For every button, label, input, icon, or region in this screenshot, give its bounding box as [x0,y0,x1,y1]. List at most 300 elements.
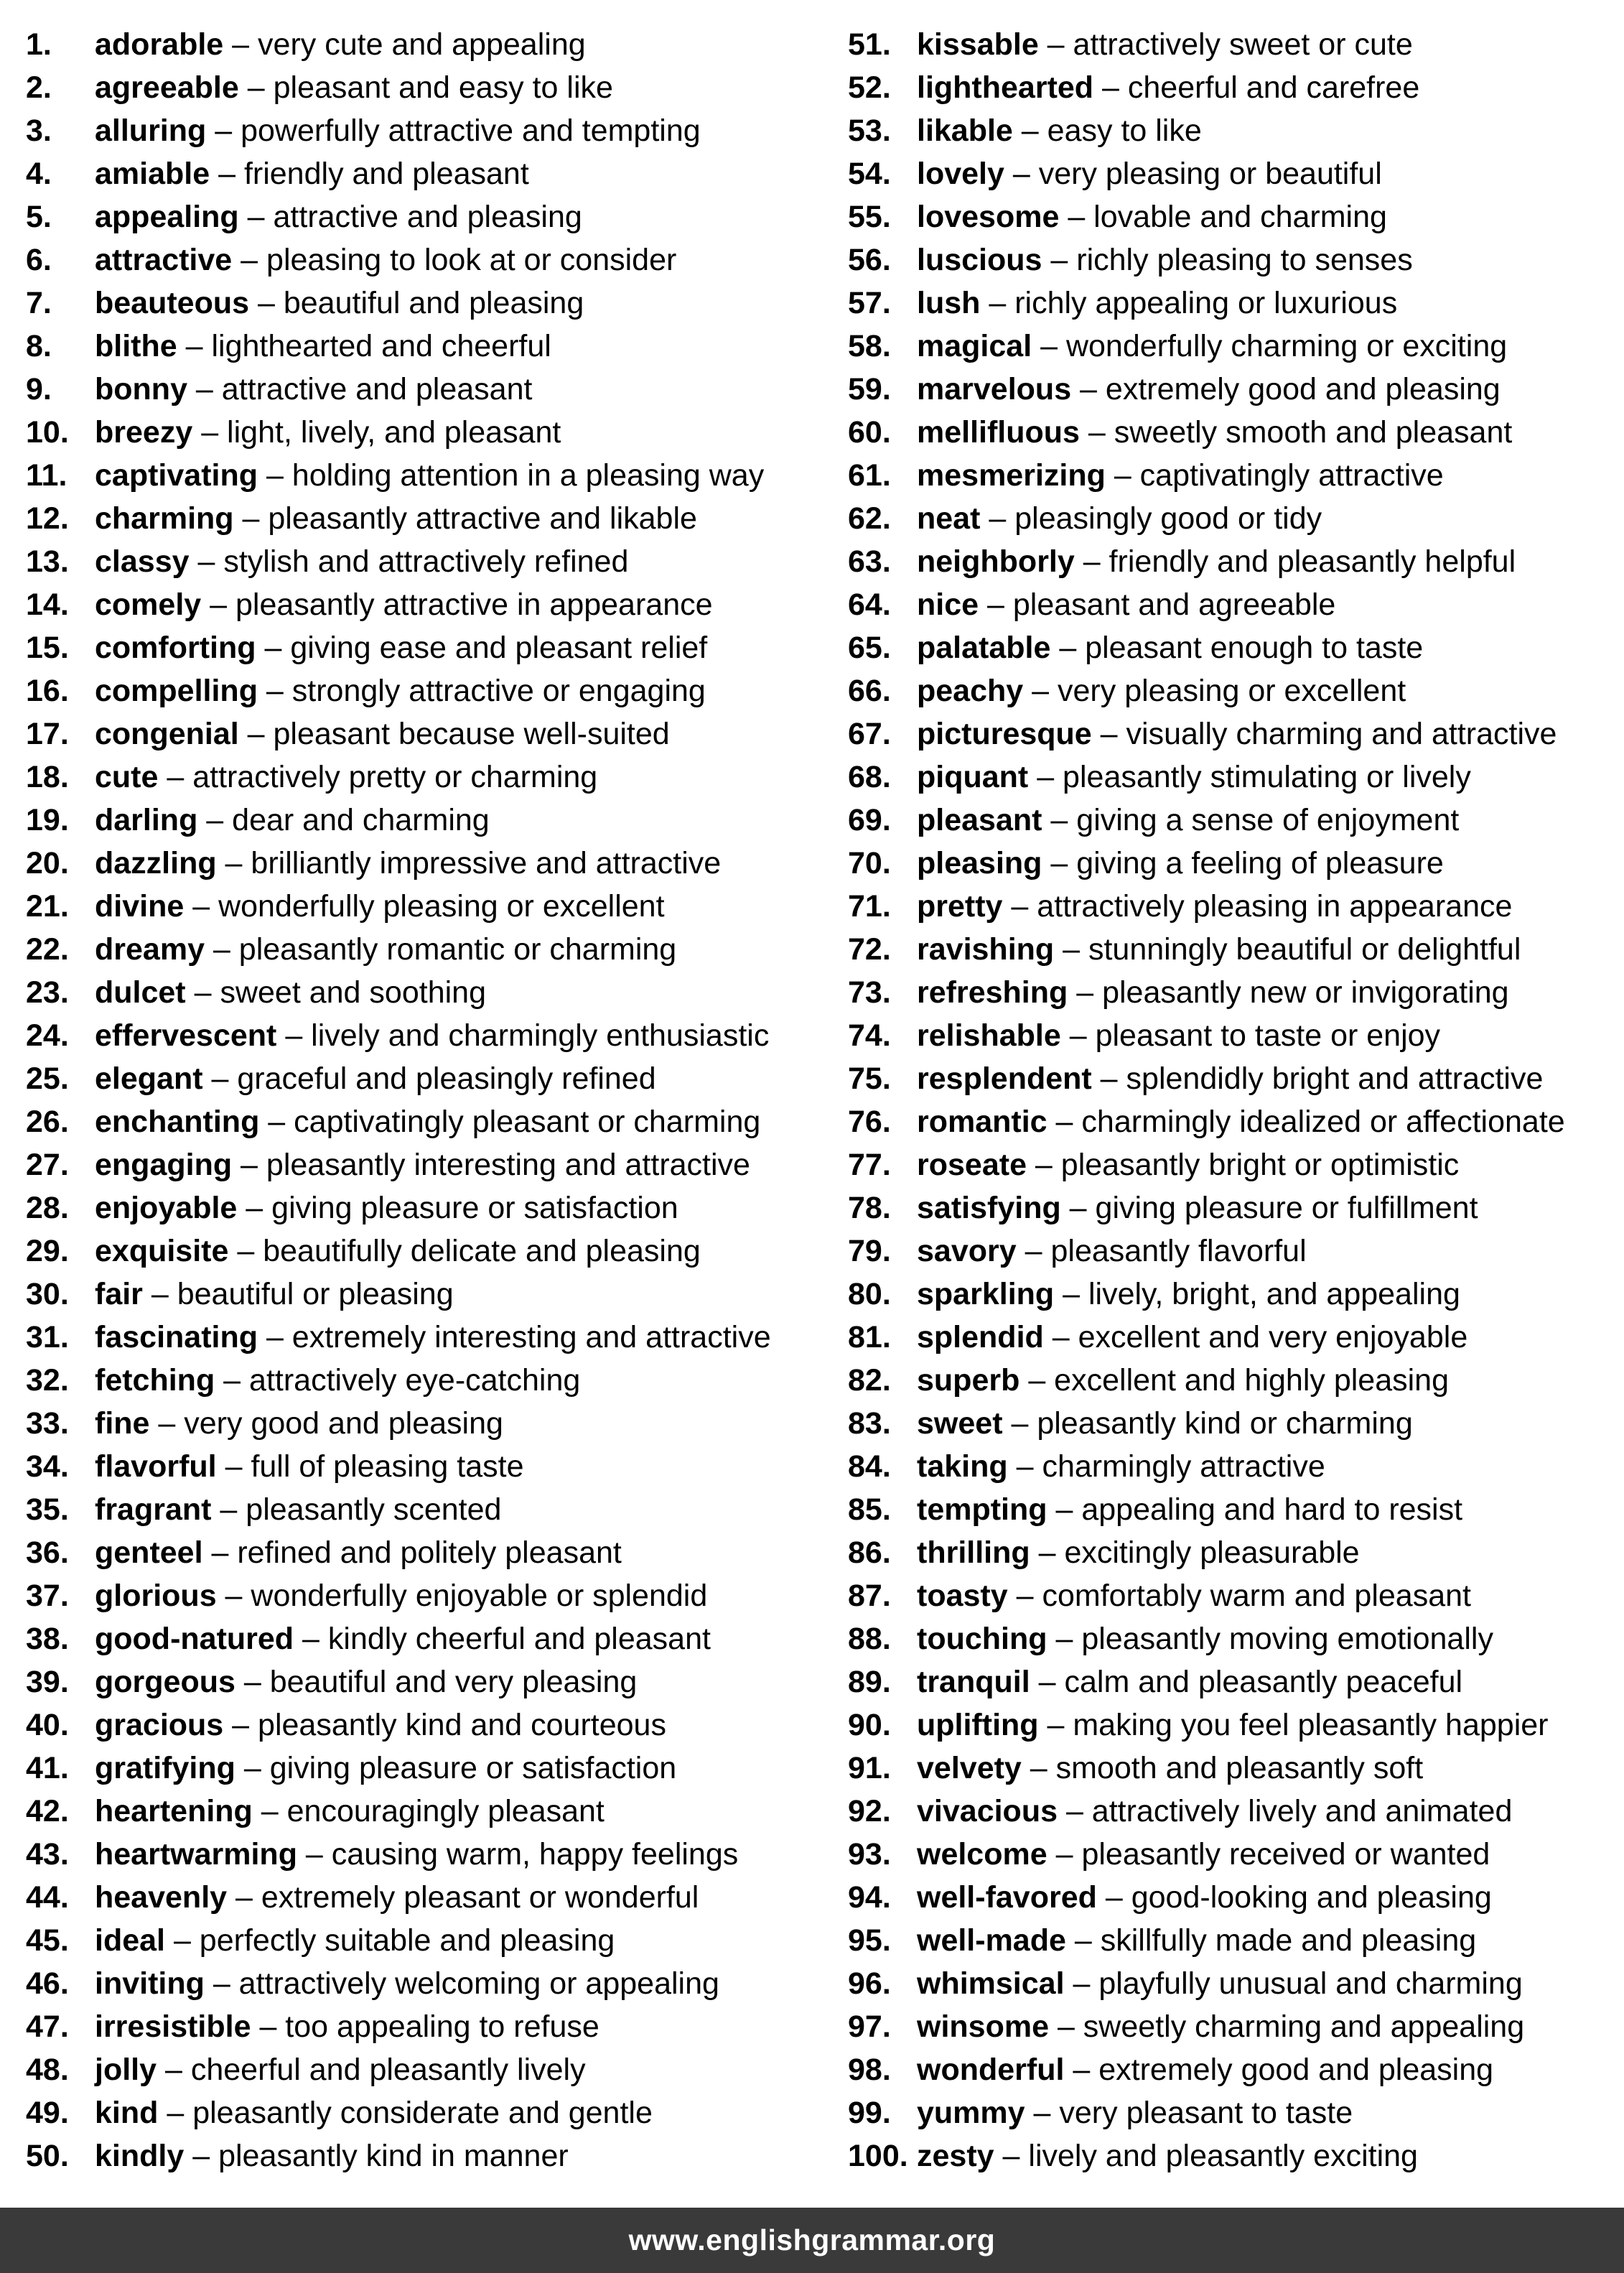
item-text [95,1186,678,1230]
item-word: lovesome [917,200,1060,234]
item-text [95,109,701,152]
item-text [95,1230,701,1273]
item-definition: – stunningly beautiful or delightful [1054,932,1521,967]
item-number: 51. [848,27,891,62]
item-definition: – lively and pleasantly exciting [994,2139,1418,2173]
item-definition: – stylish and attractively refined [189,544,629,579]
item-word: engaging [95,1148,233,1182]
item-text [95,928,676,971]
item-number: 53. [848,113,891,148]
item-word: enjoyable [95,1191,238,1225]
item-number: 46. [26,1966,69,2001]
item-text [917,1833,1490,1876]
item-text [95,971,486,1014]
footer-bar [0,2208,1624,2273]
item-number: 7. [26,286,52,320]
list-item [26,2005,830,2048]
list-item [26,1230,830,1273]
item-text [917,1962,1523,2005]
item-text [95,1445,524,1488]
item-definition: – comfortably warm and pleasant [1007,1579,1471,1613]
item-definition: – attractively pleasing in appearance [1002,889,1513,924]
item-text [95,23,586,66]
item-number: 58. [848,329,891,363]
item-definition: – dear and charming [197,803,490,837]
item-text [917,1316,1467,1359]
item-word: beauteous [95,286,250,320]
list-item [848,1014,1624,1057]
list-item [26,411,830,454]
item-text [95,1790,605,1833]
item-number: 13. [26,544,69,579]
item-definition: – pleasantly considerate and gentle [158,2096,653,2130]
item-word: captivating [95,458,258,493]
list-item [848,1531,1624,1574]
item-number: 75. [848,1061,891,1096]
item-word: picturesque [917,717,1092,751]
item-word: splendid [917,1320,1044,1354]
list-item [26,1660,830,1703]
item-number: 62. [848,501,891,536]
item-text [95,152,529,195]
list-item [26,195,830,238]
item-number: 35. [26,1492,69,1527]
item-definition: – sweetly charming and appealing [1049,2009,1525,2044]
item-text [917,325,1507,368]
item-definition: – excellent and highly pleasing [1019,1363,1450,1398]
item-number: 90. [848,1708,891,1742]
item-text [95,2134,569,2177]
list-item [26,756,830,799]
item-number: 2. [26,70,52,105]
item-text [917,1057,1543,1100]
item-text [95,1531,622,1574]
item-text [95,325,551,368]
item-definition: – wonderfully pleasing or excellent [184,889,665,924]
item-number: 40. [26,1708,69,1742]
item-text [917,1445,1325,1488]
item-text [95,1316,771,1359]
item-text [95,540,628,583]
item-number: 83. [848,1406,891,1441]
item-word: glorious [95,1579,217,1613]
item-text [917,928,1521,971]
item-definition: – refined and politely pleasant [202,1535,622,1570]
item-number: 42. [26,1794,69,1828]
item-word: vivacious [917,1794,1058,1828]
item-word: inviting [95,1966,205,2001]
item-definition: – sweet and soothing [185,975,486,1010]
item-number: 17. [26,717,69,751]
item-word: tempting [917,1492,1047,1527]
item-word: comely [95,587,202,622]
item-text [95,799,490,842]
item-number: 74. [848,1018,891,1053]
item-number: 47. [26,2009,69,2044]
list-item [848,238,1624,282]
list-item [848,109,1624,152]
list-item [848,842,1624,885]
item-text [95,1273,454,1316]
list-item [848,799,1624,842]
item-number: 18. [26,760,69,794]
item-number: 19. [26,803,69,837]
list-item [848,66,1624,109]
list-item [848,1402,1624,1445]
item-word: savory [917,1234,1017,1268]
item-number: 64. [848,587,891,622]
item-definition: – too appealing to refuse [251,2009,599,2044]
item-definition: – attractive and pleasing [238,200,582,234]
item-word: likable [917,113,1013,148]
item-number: 10. [26,415,69,450]
item-text [917,152,1382,195]
item-definition: – charmingly idealized or affectionate [1047,1105,1565,1139]
item-number: 60. [848,415,891,450]
item-definition: – perfectly suitable and pleasing [165,1923,615,1958]
item-definition: – pleasantly flavorful [1016,1234,1307,1268]
item-definition: – pleasantly received or wanted [1047,1837,1490,1872]
item-definition: – pleasantly kind in manner [184,2139,569,2173]
item-word: relishable [917,1018,1061,1053]
item-number: 38. [26,1622,69,1656]
item-definition: – pleasantly attractive and likable [233,501,697,536]
list-item [26,454,830,497]
item-text [917,1574,1471,1617]
list-item [848,626,1624,669]
item-number: 14. [26,587,69,622]
item-number: 87. [848,1579,891,1613]
item-number: 8. [26,329,52,363]
item-text [95,1057,656,1100]
item-word: romantic [917,1105,1047,1139]
item-word: fine [95,1406,150,1441]
item-word: sparkling [917,1277,1055,1311]
item-definition: – beautiful and very pleasing [235,1665,638,1699]
item-definition: – skillfully made and pleasing [1065,1923,1477,1958]
item-text [917,282,1397,325]
item-word: mellifluous [917,415,1080,450]
item-definition: – giving pleasure or satisfaction [235,1751,677,1785]
item-word: gorgeous [95,1665,235,1699]
item-text [917,1531,1360,1574]
item-word: amiable [95,157,210,191]
item-text [95,842,721,885]
item-word: neighborly [917,544,1075,579]
item-number: 100. [848,2139,908,2173]
item-definition: – holding attention in a pleasing way [258,458,765,493]
item-word: luscious [917,243,1042,277]
item-definition: – giving ease and pleasant relief [256,631,708,665]
list-item [26,1143,830,1186]
item-number: 86. [848,1535,891,1570]
item-word: superb [917,1363,1020,1398]
item-word: neat [917,501,981,536]
list-item [848,411,1624,454]
item-text [95,1962,719,2005]
item-definition: – attractive and pleasant [187,372,533,406]
item-definition: – pleasantly bright or optimistic [1026,1148,1460,1182]
item-word: darling [95,803,198,837]
list-item [848,1747,1624,1790]
item-definition: – extremely interesting and attractive [258,1320,771,1354]
item-definition: – very cute and appealing [223,27,586,62]
item-text [917,712,1557,756]
item-definition: – appealing and hard to resist [1047,1492,1463,1527]
item-number: 92. [848,1794,891,1828]
item-number: 24. [26,1018,69,1053]
item-text [917,66,1419,109]
item-definition: – pleasantly scented [211,1492,502,1527]
item-text [95,1833,738,1876]
item-number: 82. [848,1363,891,1398]
item-word: lush [917,286,981,320]
item-number: 79. [848,1234,891,1268]
item-word: peachy [917,674,1024,708]
item-definition: – pleasingly good or tidy [980,501,1322,536]
list-item [848,2091,1624,2134]
item-definition: – pleasantly kind and courteous [223,1708,666,1742]
list-item [26,1919,830,1962]
list-item [848,1143,1624,1186]
list-item [26,325,830,368]
item-definition: – very pleasing or excellent [1023,674,1406,708]
item-word: heartwarming [95,1837,297,1872]
item-definition: – brilliantly impressive and attractive [216,846,722,880]
list-item [26,540,830,583]
item-definition: – kindly cheerful and pleasant [294,1622,711,1656]
list-item [26,1057,830,1100]
item-word: refreshing [917,975,1068,1010]
list-item [26,712,830,756]
item-text [917,1660,1462,1703]
item-word: whimsical [917,1966,1065,2001]
item-text [95,454,764,497]
word-list-column-left [26,23,830,2177]
item-number: 76. [848,1105,891,1139]
list-item [848,1574,1624,1617]
item-number: 72. [848,932,891,967]
item-text [917,238,1413,282]
item-definition: – beautiful or pleasing [142,1277,454,1311]
item-text [917,1186,1478,1230]
item-definition: – good-looking and pleasing [1096,1880,1492,1915]
word-list-column-right [848,23,1624,2177]
list-item [848,885,1624,928]
item-word: sweet [917,1406,1003,1441]
list-item [26,2134,830,2177]
list-item [26,799,830,842]
item-definition: – excitingly pleasurable [1030,1535,1360,1570]
item-word: yummy [917,2096,1025,2130]
item-number: 77. [848,1148,891,1182]
item-text [917,626,1423,669]
item-definition: – graceful and pleasingly refined [202,1061,656,1096]
item-word: zesty [917,2139,994,2173]
item-number: 30. [26,1277,69,1311]
item-definition: – pleasantly kind or charming [1002,1406,1413,1441]
list-item [26,1359,830,1402]
item-text [95,1100,760,1143]
item-number: 54. [848,157,891,191]
item-word: elegant [95,1061,203,1096]
item-text [95,282,584,325]
item-text [917,23,1413,66]
item-word: flavorful [95,1449,217,1484]
item-definition: – wonderfully charming or exciting [1032,329,1508,363]
item-text [95,1488,501,1531]
list-item [848,1790,1624,1833]
list-item [26,152,830,195]
item-definition: – giving pleasure or fulfillment [1060,1191,1478,1225]
item-number: 67. [848,717,891,751]
item-number: 32. [26,1363,69,1398]
item-text [917,1790,1512,1833]
item-text [917,799,1459,842]
item-number: 81. [848,1320,891,1354]
item-word: ravishing [917,932,1055,967]
item-text [917,1617,1493,1660]
item-text [917,583,1335,626]
item-definition: – lively and charmingly enthusiastic [276,1018,770,1053]
item-number: 88. [848,1622,891,1656]
item-definition: – attractively eye-catching [215,1363,581,1398]
item-number: 45. [26,1923,69,1958]
item-text [917,2048,1493,2091]
item-number: 84. [848,1449,891,1484]
list-item [848,1703,1624,1747]
list-item [26,368,830,411]
list-item [26,1014,830,1057]
item-number: 78. [848,1191,891,1225]
item-definition: – charmingly attractive [1007,1449,1325,1484]
item-word: dreamy [95,932,205,967]
item-word: classy [95,544,190,579]
list-item [848,1876,1624,1919]
list-item [848,1617,1624,1660]
item-text [95,626,707,669]
list-item [848,971,1624,1014]
item-number: 97. [848,2009,891,2044]
item-definition: – pleasantly moving emotionally [1047,1622,1493,1656]
item-definition: – lovable and charming [1059,200,1387,234]
list-item [26,23,830,66]
item-word: marvelous [917,372,1072,406]
item-word: pleasing [917,846,1042,880]
item-text [917,1143,1459,1186]
list-item [26,109,830,152]
item-definition: – attractively lively and animated [1058,1794,1513,1828]
list-item [848,712,1624,756]
item-word: touching [917,1622,1047,1656]
list-item [848,23,1624,66]
item-definition: – attractively sweet or cute [1038,27,1413,62]
item-number: 95. [848,1923,891,1958]
list-item [26,1876,830,1919]
item-text [917,411,1512,454]
item-word: dazzling [95,846,217,880]
item-text [95,1703,666,1747]
item-number: 43. [26,1837,69,1872]
item-word: gracious [95,1708,224,1742]
item-text [917,2134,1418,2177]
item-definition: – pleasant because well-suited [238,717,670,751]
item-word: appealing [95,200,239,234]
item-number: 52. [848,70,891,105]
item-text [95,1919,615,1962]
item-word: comforting [95,631,256,665]
item-number: 94. [848,1880,891,1915]
list-item [848,1833,1624,1876]
item-definition: – very pleasing or beautiful [1004,157,1382,191]
item-definition: – cheerful and carefree [1093,70,1420,105]
list-item [848,325,1624,368]
list-item [26,1402,830,1445]
list-item [848,2134,1624,2177]
item-definition: – giving a feeling of pleasure [1042,846,1444,880]
list-item [848,1273,1624,1316]
item-word: blithe [95,329,177,363]
item-definition: – causing warm, happy feelings [297,1837,739,1872]
item-number: 33. [26,1406,69,1441]
item-definition: – beautifully delicate and pleasing [228,1234,701,1268]
item-word: well-favored [917,1880,1097,1915]
item-text [917,1747,1423,1790]
item-definition: – extremely good and pleasing [1064,2053,1494,2087]
list-item [848,1316,1624,1359]
list-item [26,2091,830,2134]
item-word: divine [95,889,185,924]
item-word: attractive [95,243,233,277]
item-number: 3. [26,113,52,148]
item-number: 12. [26,501,69,536]
item-text [917,1919,1476,1962]
item-text [917,109,1202,152]
item-definition: – pleasantly romantic or charming [204,932,677,967]
item-number: 36. [26,1535,69,1570]
list-item [848,368,1624,411]
item-definition: – pleasantly attractive in appearance [201,587,713,622]
item-definition: – pleasant and easy to like [238,70,613,105]
item-text [917,454,1444,497]
item-word: dulcet [95,975,186,1010]
item-number: 25. [26,1061,69,1096]
item-number: 59. [848,372,891,406]
list-item [848,1919,1624,1962]
item-number: 20. [26,846,69,880]
list-item [26,1747,830,1790]
list-item [848,1057,1624,1100]
item-word: enchanting [95,1105,260,1139]
item-number: 11. [26,458,67,493]
item-word: genteel [95,1535,203,1570]
item-word: ideal [95,1923,165,1958]
item-definition: – friendly and pleasant [210,157,529,191]
item-number: 23. [26,975,69,1010]
item-text [917,2005,1524,2048]
item-text [917,1402,1413,1445]
item-text [917,971,1509,1014]
list-item [26,1833,830,1876]
item-word: compelling [95,674,258,708]
list-item [848,1488,1624,1531]
list-item [848,669,1624,712]
item-text [95,1574,707,1617]
item-word: congenial [95,717,239,751]
item-definition: – lively, bright, and appealing [1054,1277,1460,1311]
list-item [26,238,830,282]
item-word: fetching [95,1363,215,1398]
